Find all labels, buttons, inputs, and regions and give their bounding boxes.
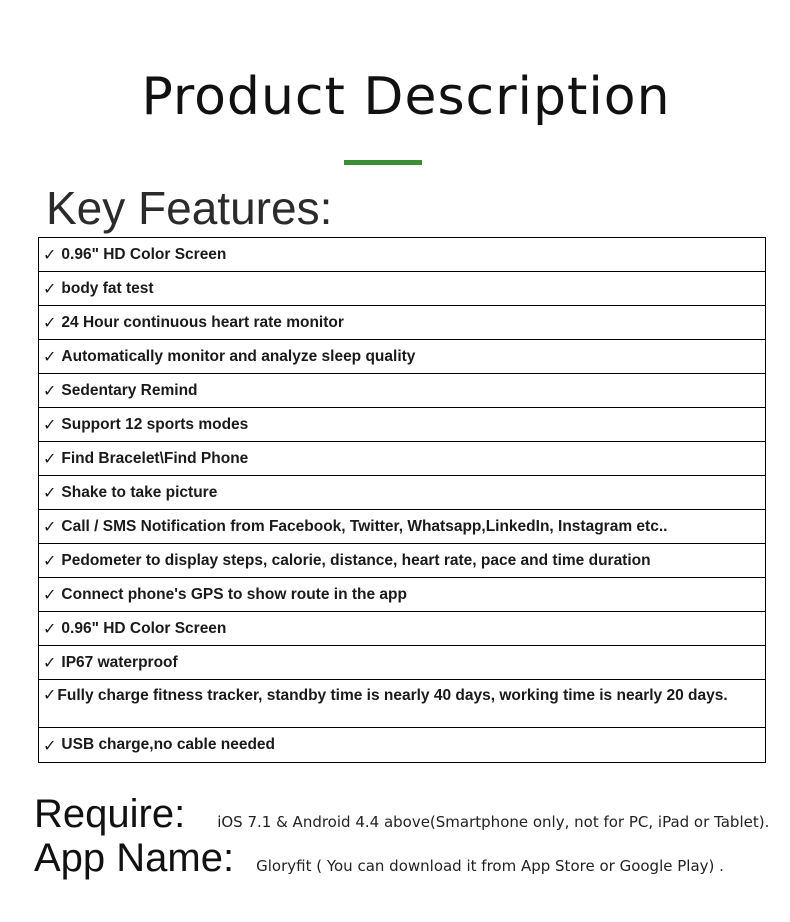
feature-row (39, 510, 765, 544)
feature-text: Sedentary Remind (61, 381, 198, 399)
feature-row (39, 612, 765, 646)
feature-row (39, 238, 765, 272)
feature-row (39, 442, 765, 476)
feature-row (39, 374, 765, 408)
checkmark-icon: ✓ (43, 685, 57, 704)
checkmark-icon: ✓ (43, 381, 57, 400)
feature-row (39, 272, 765, 306)
feature-text: Find Bracelet\Find Phone (61, 449, 249, 467)
app-name-label: App Name: (34, 836, 235, 880)
feature-row (39, 476, 765, 510)
feature-row (39, 340, 765, 374)
feature-text: body fat test (61, 279, 154, 297)
checkmark-icon: ✓ (43, 483, 57, 502)
feature-text: Connect phone's GPS to show route in the app (61, 585, 407, 603)
require-text: iOS 7.1 & Android 4.4 above(Smartphone only, not for PC, iPad or Tablet). (217, 813, 770, 831)
require-label: Require: (34, 792, 186, 836)
feature-text: Shake to take picture (61, 483, 218, 501)
checkmark-icon: ✓ (43, 313, 57, 332)
checkmark-icon: ✓ (43, 735, 57, 755)
checkmark-icon: ✓ (43, 517, 57, 536)
feature-text: 24 Hour continuous heart rate monitor (61, 313, 344, 331)
page-title: Product Description (141, 67, 671, 127)
feature-row (39, 578, 765, 612)
feature-text: Support 12 sports modes (61, 415, 249, 433)
checkmark-icon: ✓ (43, 653, 57, 672)
title-underline (344, 160, 422, 165)
require-row (34, 790, 769, 838)
feature-row (39, 544, 765, 578)
feature-text: 0.96" HD Color Screen (61, 245, 227, 263)
feature-row (39, 680, 765, 728)
app-name-row (34, 834, 724, 882)
feature-text: Fully charge fitness tracker, standby time is nearly 40 days, working time is nearly 20 days. (57, 687, 728, 704)
checkmark-icon: ✓ (43, 415, 57, 434)
feature-text: Automatically monitor and analyze sleep quality (61, 347, 416, 365)
checkmark-icon: ✓ (43, 347, 57, 366)
feature-row (39, 408, 765, 442)
key-features-heading: Key Features: (46, 182, 333, 234)
feature-text: Pedometer to display steps, calorie, distance, heart rate, pace and time duration (61, 551, 651, 569)
checkmark-icon: ✓ (43, 245, 57, 264)
feature-text: IP67 waterproof (61, 653, 178, 671)
checkmark-icon: ✓ (43, 619, 57, 638)
checkmark-icon: ✓ (43, 449, 57, 468)
feature-row (39, 306, 765, 340)
checkmark-icon: ✓ (43, 279, 57, 298)
checkmark-icon: ✓ (43, 551, 57, 570)
feature-text: Call / SMS Notification from Facebook, Twitter, Whatsapp,LinkedIn, Instagram etc.. (61, 517, 668, 535)
feature-row (39, 728, 765, 762)
feature-text: 0.96" HD Color Screen (61, 619, 227, 637)
app-name-text: Gloryfit ( You can download it from App Store or Google Play) . (256, 857, 724, 875)
checkmark-icon: ✓ (43, 585, 57, 604)
feature-row (39, 646, 765, 680)
feature-text: USB charge,no cable needed (61, 736, 276, 753)
features-table (38, 237, 766, 763)
